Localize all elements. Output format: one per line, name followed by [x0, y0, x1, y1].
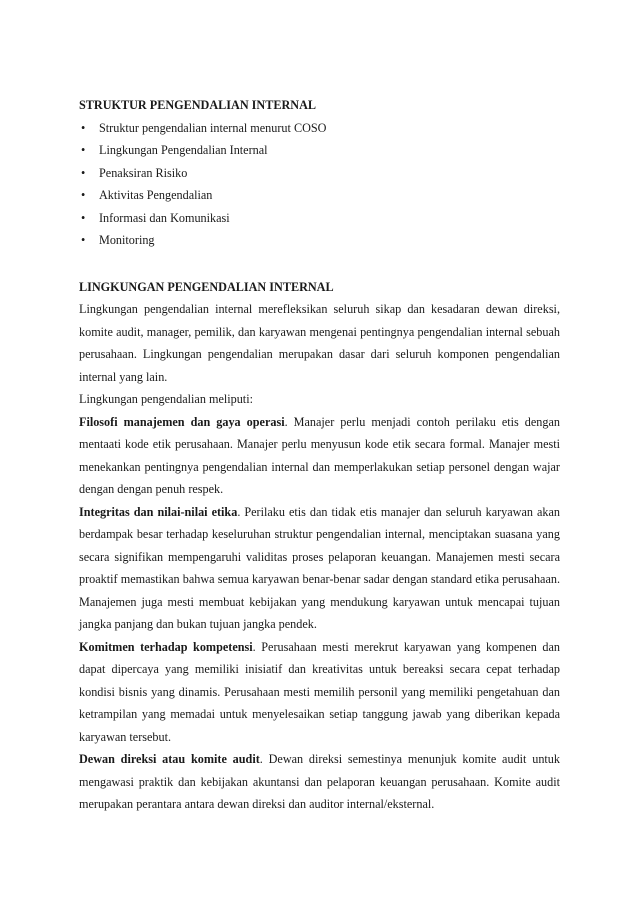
intro-paragraph: Lingkungan pengendalian internal merefleksikan seluruh sikap dan kesadaran dewan direksi, komite audit, manager, pemilik, dan karyawan mengenai pentingnya pengendalian internal sebuah perusahaan. Lingkungan pengendalian merupakan dasar dari seluruh komponen pengendalian internal yang lain.: [79, 302, 560, 384]
bullet-icon: •: [81, 165, 86, 180]
document-page: [79, 94, 560, 816]
section-heading-struktur: STRUKTUR PENGENDALIAN INTERNAL: [79, 98, 317, 112]
list-item: [79, 229, 560, 252]
list-item: [79, 184, 560, 207]
term-paragraph-filosofi: [79, 411, 560, 501]
list-item: [79, 162, 560, 185]
section-heading-lingkungan: LINGKUNGAN PENGENDALIAN INTERNAL: [79, 279, 334, 294]
term-body: . Perilaku etis dan tidak etis manajer dan seluruh karyawan akan berdampak besar terhadap keseluruhan struktur pengendalian internal, menciptakan suasana yang secara signifikan mempengaruhi validitas proses pelaporan keuangan. Manajemen mesti secara proaktif memastikan bahwa semua karyawan benar-benar sadar dengan standard etika perusahaan. Manajemen juga mesti membuat kebijakan yang mendukung karyawan untuk mencapai tujuan jangka panjang dan bukan tujuan jangka pendek.: [79, 504, 560, 631]
topic-list: [79, 117, 560, 252]
term-body: . Manajer perlu menjadi contoh perilaku etis dengan mentaati kode etik perusahaan. Manajer perlu menyusun kode etik secara formal. Manajer mesti menekankan pentingnya pengendalian internal dan memperlakukan setiap personel dengan wajar dengan dengan penuh respek.: [79, 414, 560, 496]
term-paragraph-integritas: [79, 501, 560, 636]
term-body: . Perusahaan mesti merekrut karyawan yang kompenen dan dapat dipercaya yang memiliki inisiatif dan kreativitas untuk bereaksi secara cepat terhadap kondisi bisnis yang dinamis. Perusahaan mesti memilih personil yang memiliki pengetahuan dan ketrampilan yang memadai untuk menyelesaikan setiap tanggung jawab yang diberikan kepada karyawan tersebut.: [79, 639, 560, 744]
section-spacer: [79, 252, 560, 276]
term-paragraph-dewan: [79, 748, 560, 816]
bullet-icon: •: [81, 188, 86, 202]
bullet-icon: •: [81, 143, 86, 157]
term-title: Filosofi manajemen dan gaya operasi: [79, 414, 285, 429]
term-title: Komitmen terhadap kompetensi: [79, 639, 253, 654]
term-title: Integritas dan nilai-nilai etika: [79, 504, 238, 519]
list-item: [79, 207, 560, 230]
term-body: . Dewan direksi semestinya menunjuk komite audit untuk mengawasi praktik dan kebijakan akuntansi dan pelaporan keuangan perusahaan. Komite audit merupakan perantara antara dewan direksi dan auditor internal/eksternal.: [79, 752, 560, 811]
list-item: [79, 139, 560, 162]
list-item-label: Struktur pengendalian internal menurut COSO: [99, 120, 327, 135]
bullet-icon: •: [81, 210, 86, 225]
list-item-label: Informasi dan Komunikasi: [99, 210, 230, 225]
term-title: Dewan direksi atau komite audit: [79, 752, 260, 766]
list-item-label: Aktivitas Pengendalian: [99, 188, 213, 202]
term-paragraph-komitmen: [79, 636, 560, 749]
list-item-label: Lingkungan Pengendalian Internal: [99, 143, 268, 157]
list-item-label: Penaksiran Risiko: [99, 165, 188, 180]
list-item: [79, 117, 560, 140]
bullet-icon: •: [81, 233, 86, 247]
list-item-label: Monitoring: [99, 233, 155, 247]
lead-paragraph: Lingkungan pengendalian meliputi:: [79, 392, 253, 406]
bullet-icon: •: [81, 120, 86, 135]
